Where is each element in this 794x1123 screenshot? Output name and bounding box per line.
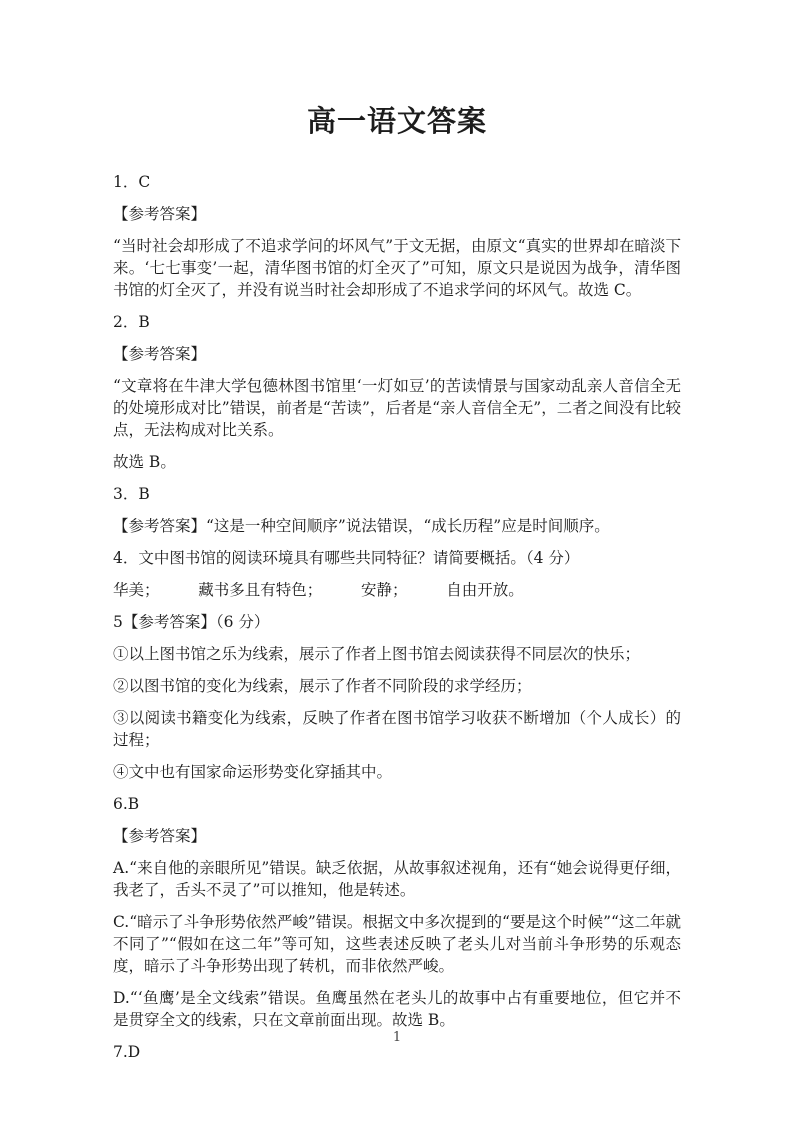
- analysis-6-option-c: C.“暗示了斗争形势依然严峻”错误。根据文中多次提到的“要是这个时候”“这二年就不同了”“假如在这二年”等可知，这些表述反映了老头儿对当前斗争形势的乐观态度，暗示了斗争形势出现了转机，而非依然严峻。: [113, 913, 681, 975]
- answer-4: 华美； 藏书多且有特色； 安静； 自由开放。: [113, 581, 524, 599]
- answer-3: 3．B: [113, 485, 150, 503]
- reference-answer-label-6: 【参考答案】: [113, 827, 207, 845]
- answer-5-heading: 5【参考答案】（6 分）: [113, 613, 270, 631]
- page-title: 高一语文答案: [306, 104, 487, 138]
- answer-2: 2．B: [113, 313, 150, 331]
- answer-1: 1．C: [113, 173, 151, 191]
- analysis-3: 【参考答案】“这是一种空间顺序”说法错误，“成长历程”应是时间顺序。: [113, 517, 610, 535]
- analysis-6-option-d: D.“‘鱼鹰’是全文线索”错误。鱼鹰虽然在老头儿的故事中占有重要地位，但它并不是贯穿全文的线索，只在文章前面出现。故选 B。: [113, 989, 681, 1029]
- answer-6: 6.B: [113, 795, 140, 813]
- question-4: 4．文中图书馆的阅读环境具有哪些共同特征？请简要概括。（4 分）: [113, 549, 580, 567]
- answer-5-point-2: ②以图书馆的变化为线索，展示了作者不同阶段的求学经历；: [113, 677, 532, 695]
- answer-5-point-3: ③以阅读书籍变化为线索，反映了作者在图书馆学习收获不断增加（个人成长）的过程；: [113, 709, 681, 749]
- answer-5-point-4: ④文中也有国家命运形势变化穿插其中。: [113, 763, 393, 781]
- analysis-2: “文章将在牛津大学包德林图书馆里‘一灯如豆’的苦读情景与国家动乱亲人音信全无的处境形成对比”错误，前者是“苦读”，后者是“亲人音信全无”，二者之间没有比较点，无法构成对比关系。: [113, 377, 681, 439]
- analysis-6-option-a: A.“来自他的亲眼所见”错误。缺乏依据，从故事叙述视角，还有“她会说得更仔细，我老了，舌头不灵了”可以推知，他是转述。: [113, 859, 681, 899]
- answer-5-point-1: ①以上图书馆之乐为线索，展示了作者上图书馆去阅读获得不同层次的快乐；: [113, 645, 641, 663]
- document-content: [113, 103, 681, 1073]
- page-number: 1: [392, 1030, 402, 1045]
- analysis-1: “当时社会却形成了不追求学问的坏风气”于文无据，由原文“真实的世界却在暗淡下来。‘七七事变’一起，清华图书馆的灯全灭了”可知，原文只是说因为战争，清华图书馆的灯全灭了，并没有说当时社会却形成了不追求学问的坏风气。故选 C。: [113, 237, 681, 299]
- answer-7: 7.D: [113, 1043, 141, 1061]
- analysis-2-conclusion: 故选 B。: [113, 453, 176, 471]
- reference-answer-label-1: 【参考答案】: [113, 205, 207, 223]
- reference-answer-label-2: 【参考答案】: [113, 345, 207, 363]
